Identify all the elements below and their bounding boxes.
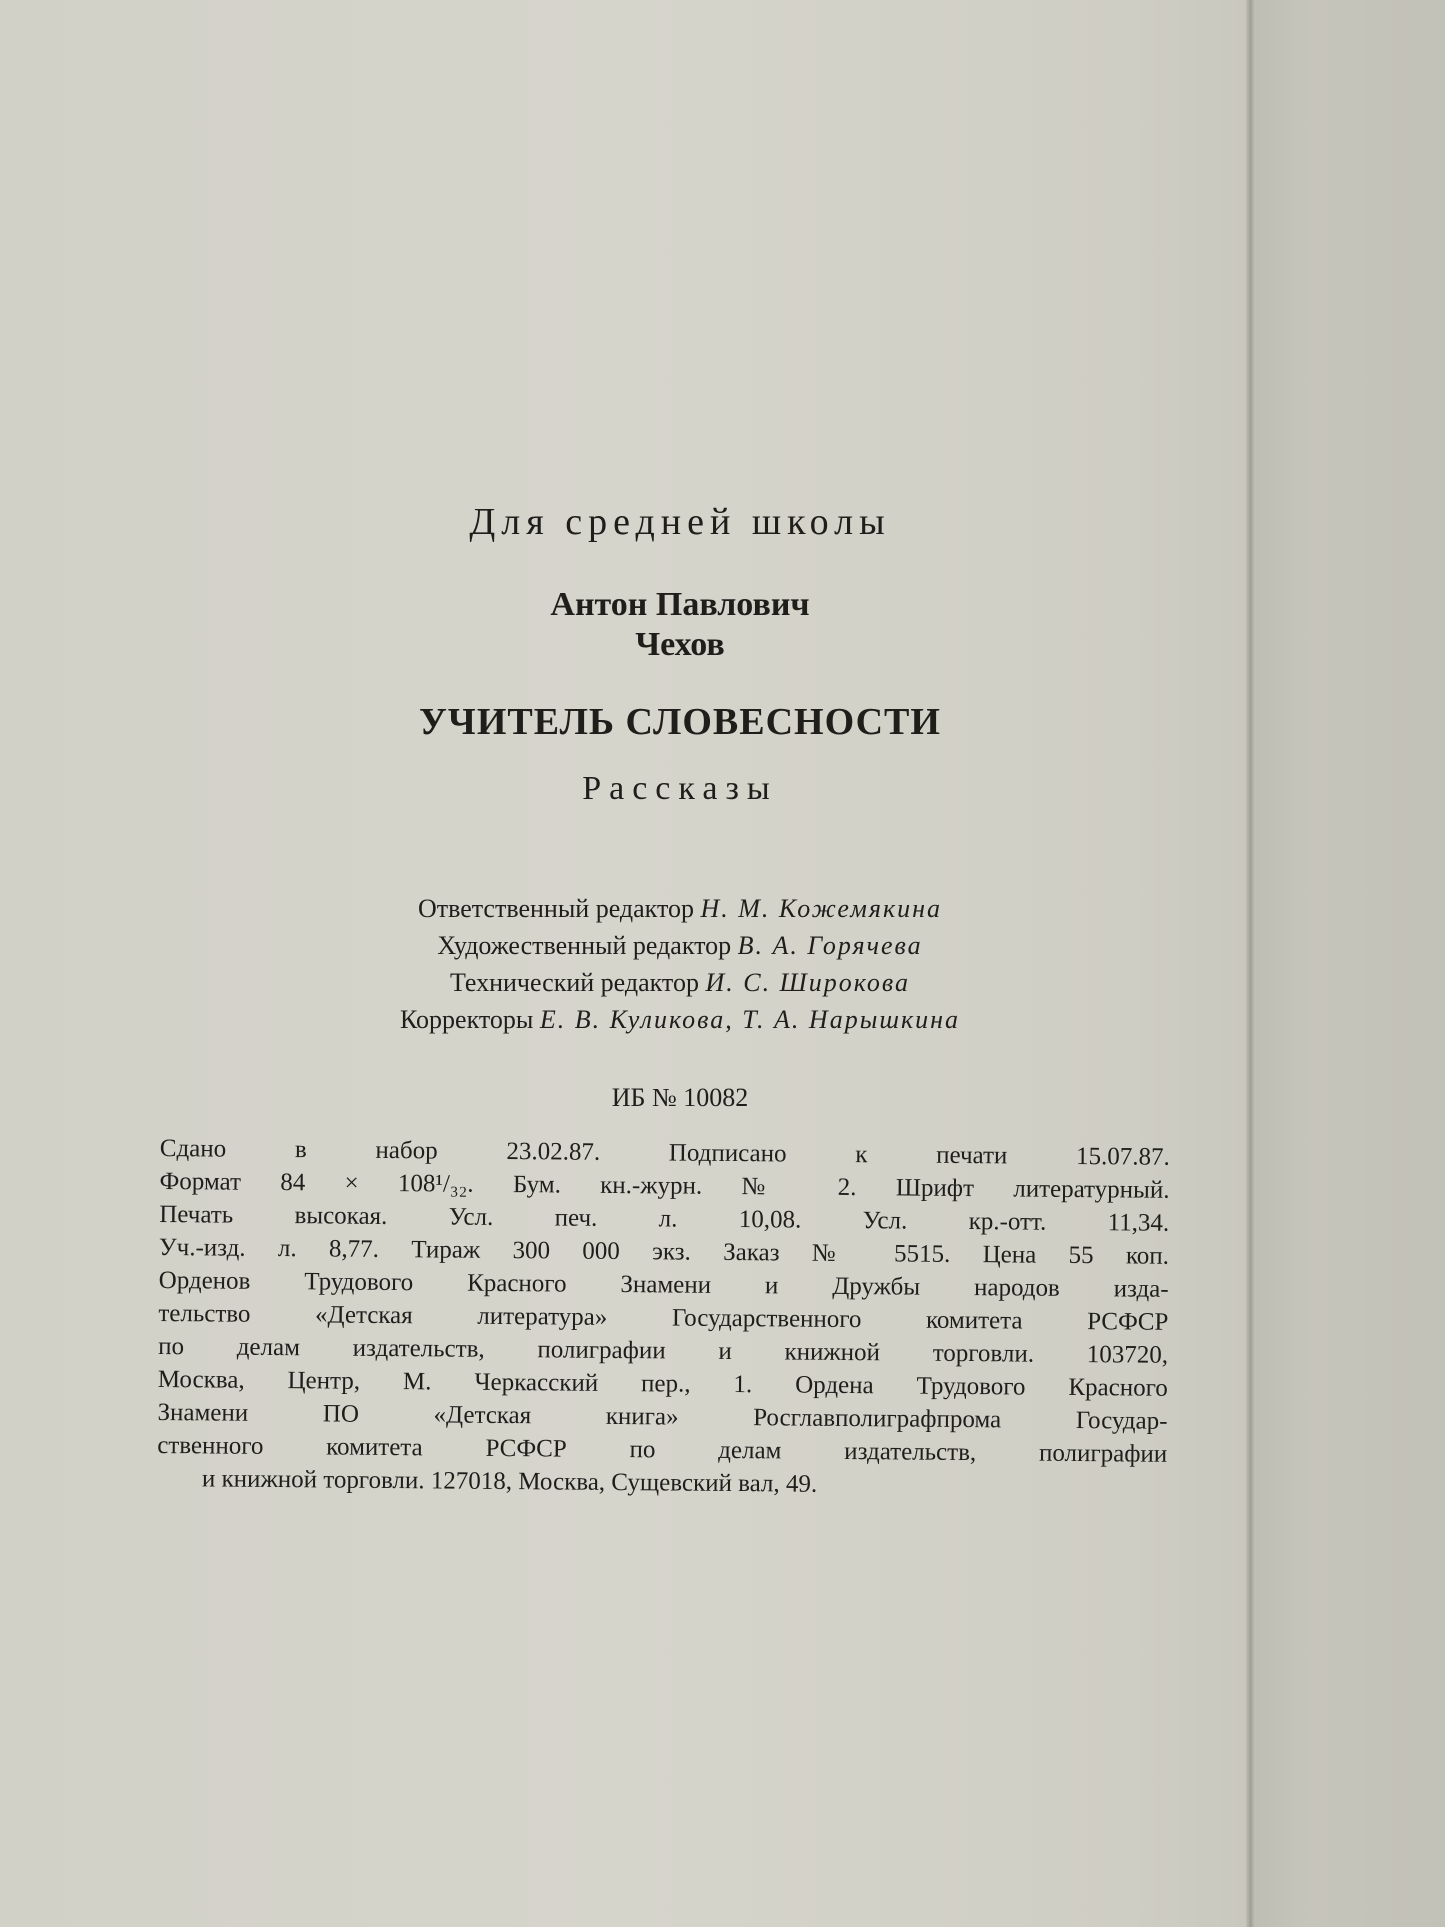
credit-name: Н. М. Кожемякина xyxy=(700,894,943,923)
credit-name: И. С. Широкова xyxy=(705,968,910,997)
imprint-block xyxy=(157,1132,1170,1504)
imprint-line: ственного комитета РСФСР по делам издательств, полиграфии xyxy=(157,1431,1168,1468)
credits-list xyxy=(230,890,1130,1038)
imprint-line: Москва, Центр, М. Черкасский пер., 1. Ордена Трудового Красного xyxy=(157,1365,1168,1402)
credit-role: Корректоры xyxy=(399,1005,534,1034)
imprint-line: Формат 84 × 108¹/₃₂. Бум. кн.-журн. № 2. Шрифт литературный. xyxy=(159,1167,1170,1204)
ib-number: ИБ № 10082 xyxy=(611,1083,749,1112)
imprint-line: Сдано в набор 23.02.87. Подписано к печати 15.07.87. xyxy=(159,1134,1170,1171)
author-name xyxy=(230,585,1130,665)
imprint-line: по делам издательств, полиграфии и книжной торговли. 103720, xyxy=(158,1332,1169,1369)
credit-role: Технический редактор xyxy=(450,968,699,997)
genre-label: Рассказы xyxy=(582,770,778,807)
imprint-line: Уч.-изд. л. 8,77. Тираж 300 000 экз. Заказ № 5515. Цена 55 коп. xyxy=(158,1233,1170,1270)
adjacent-page-edge xyxy=(1250,0,1445,1927)
credit-role: Ответственный редактор xyxy=(417,894,694,923)
credit-line xyxy=(230,927,1130,964)
author-first-line: Антон Павлович xyxy=(550,586,810,623)
book-title: УЧИТЕЛЬ СЛОВЕСНОСТИ xyxy=(419,701,941,743)
credit-line xyxy=(230,964,1130,1001)
credit-line xyxy=(230,890,1130,927)
credit-name: В. А. Горячева xyxy=(737,931,923,960)
credit-line xyxy=(230,1001,1130,1038)
imprint-line: и книжной торговли. 127018, Москва, Сущевский вал, 49. xyxy=(201,1465,818,1498)
author-second-line: Чехов xyxy=(635,626,725,663)
imprint-line: Знамени ПО «Детская книга» Росглавполиграфпрома Государ- xyxy=(157,1398,1168,1435)
page-gutter xyxy=(1246,0,1254,1927)
credit-role: Художественный редактор xyxy=(437,931,732,960)
imprint-line: Печать высокая. Усл. печ. л. 10,08. Усл. кр.-отт. 11,34. xyxy=(159,1200,1170,1237)
credit-name: Е. В. Куликова, Т. А. Нарышкина xyxy=(539,1005,961,1034)
imprint-line: Орденов Трудового Красного Знамени и Дружбы народов изда- xyxy=(158,1266,1169,1303)
series-label: Для средней школы xyxy=(469,501,891,543)
imprint-line: тельство «Детская литература» Государственного комитета РСФСР xyxy=(158,1299,1169,1336)
